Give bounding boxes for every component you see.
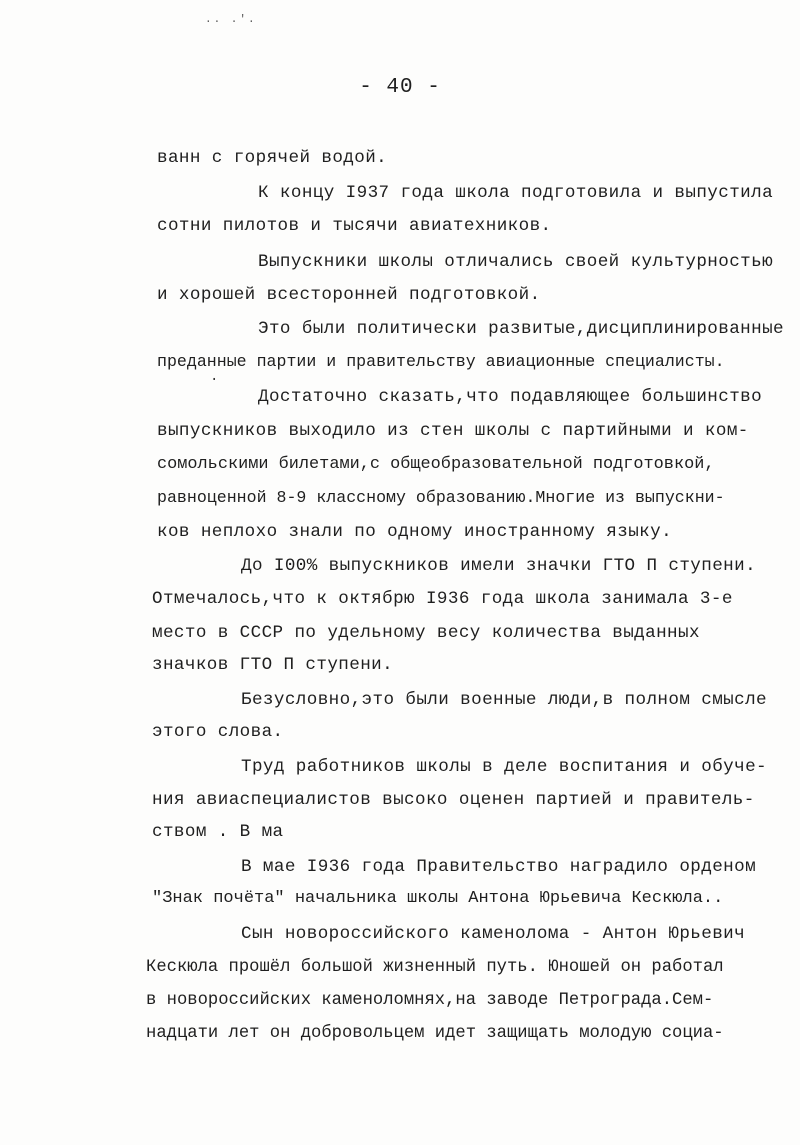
text-line: До I00% выпускников имели значки ГТО П ступени. — [241, 556, 757, 576]
text-line: ванн с горячей водой. — [157, 148, 388, 168]
text-line: К концу I937 года школа подготовила и выпустила — [258, 183, 774, 203]
top-marks: .. .'. — [205, 14, 257, 26]
text-line: сомольскими билетами,с общеобразовательной подготовкой, — [157, 455, 715, 474]
text-line: в новороссийских каменоломнях,на заводе Петрограда.Сем- — [146, 991, 714, 1010]
text-line: ков неплохо знали по одному иностранному языку. — [157, 522, 673, 542]
text-line: ством . В ма — [152, 822, 284, 842]
text-line: преданные партии и правительству авиационные специалисты. — [157, 352, 725, 371]
text-line: Сын новороссийского каменолома - Антон Юрьевич — [241, 924, 746, 944]
text-line: Кескюла прошёл большой жизненный путь. Юношей он работал — [146, 958, 724, 977]
text-line: значков ГТО П ступени. — [152, 655, 394, 675]
text-line: надцати лет он добровольцем идет защищать молодую социа- — [146, 1024, 724, 1043]
text-line: Отмечалось,что к октябрю I936 года школа занимала 3-е — [152, 589, 733, 609]
text-line: ния авиаспециалистов высоко оценен партией и правитель- — [152, 790, 755, 810]
text-line: Труд работников школы в деле воспитания и обуче- — [241, 757, 767, 777]
margin-mark: · — [210, 372, 219, 388]
text-line: сотни пилотов и тысячи авиатехников. — [157, 216, 552, 236]
text-line: выпускников выходило из стен школы с партийными и ком- — [157, 421, 749, 441]
page-number: - 40 - — [359, 76, 441, 99]
text-line: Безусловно,это были военные люди,в полном смысле — [241, 690, 767, 710]
text-line: место в СССР по удельному весу количества выданных — [152, 623, 700, 643]
text-line: Это были политически развитые,дисциплинированные — [258, 319, 784, 339]
text-line: Выпускники школы отличались своей культурностью — [258, 252, 774, 272]
text-line: Достаточно сказать,что подавляющее большинство — [258, 387, 763, 407]
text-line: и хорошей всесторонней подготовкой. — [157, 285, 541, 305]
text-line: равноценной 8-9 классному образованию.Многие из выпускни- — [157, 488, 725, 507]
text-line: этого слова. — [152, 722, 284, 742]
text-line: В мае I936 года Правительство наградило орденом — [241, 857, 757, 877]
text-line: "Знак почёта" начальника школы Антона Юрьевича Кескюла.. — [152, 889, 724, 908]
